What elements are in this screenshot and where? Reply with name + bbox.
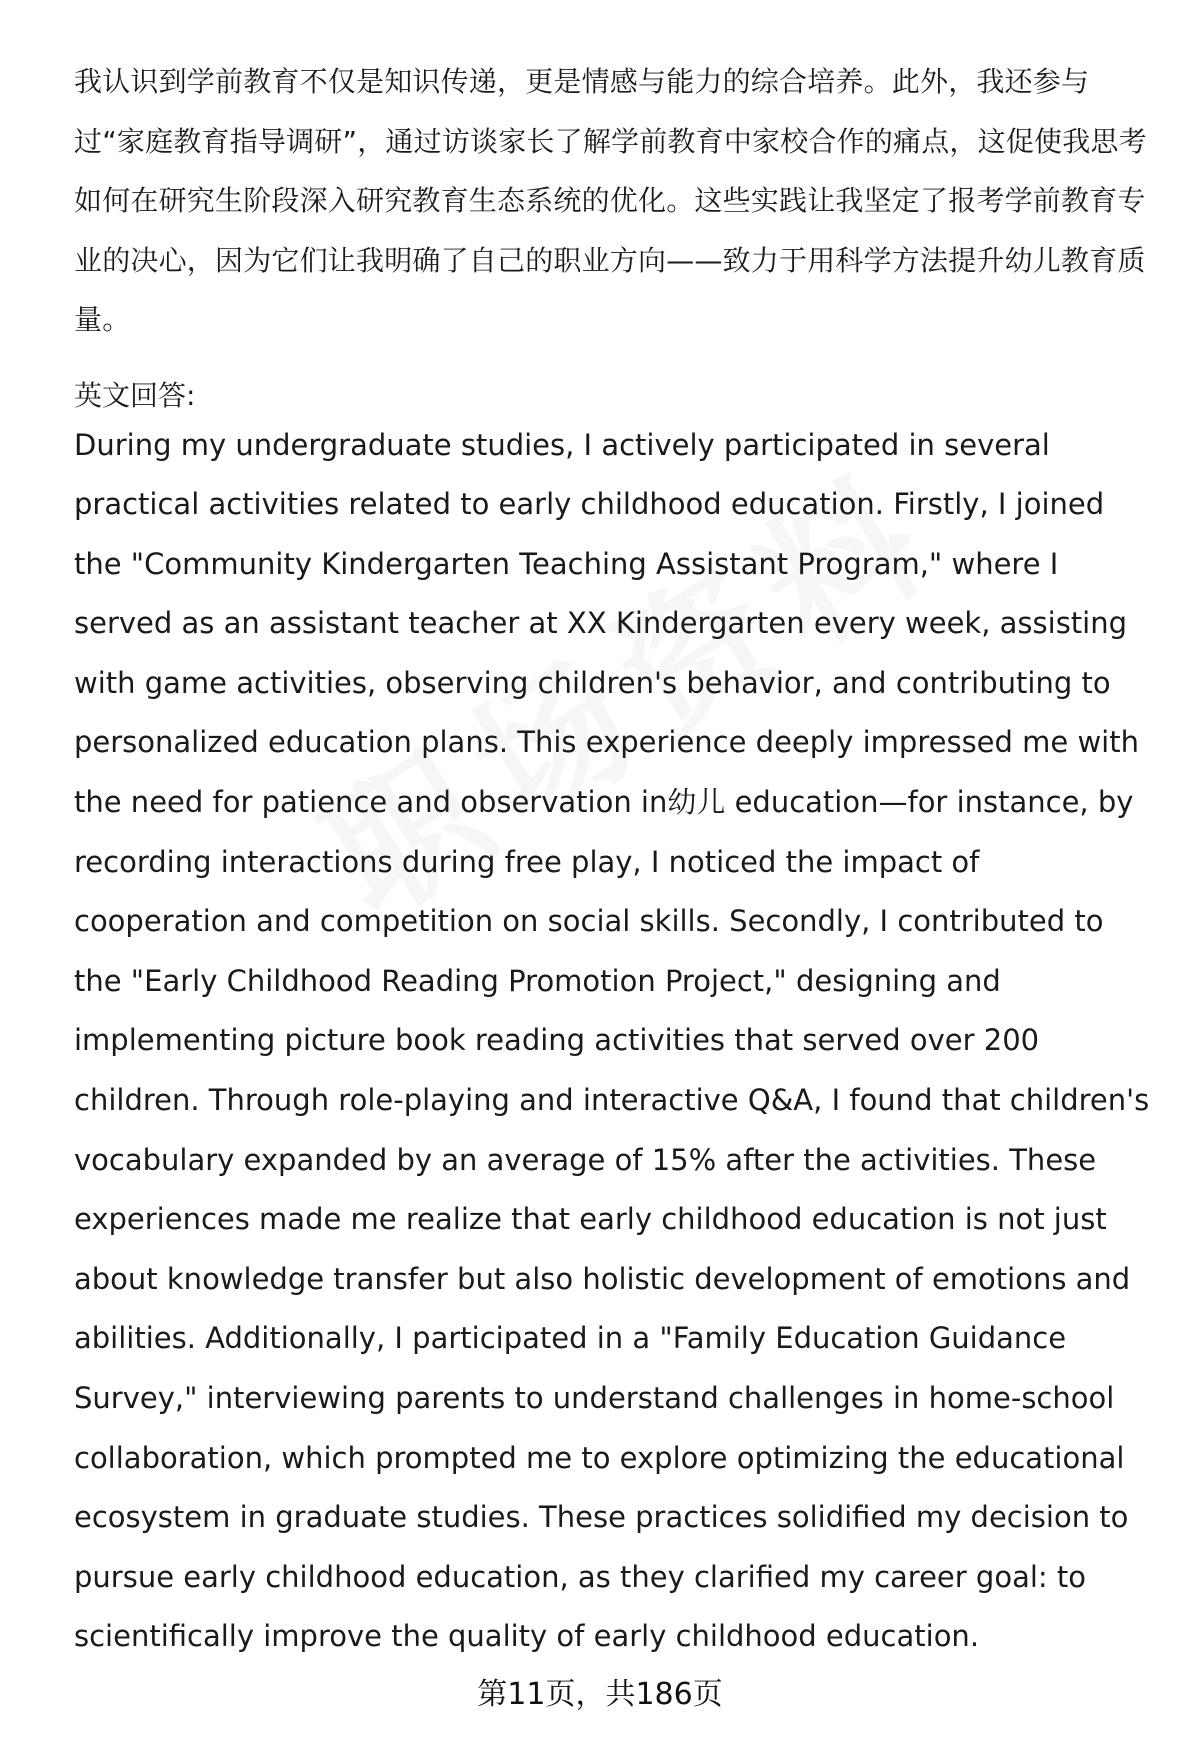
english-answer-paragraph: During my undergraduate studies, I actively participated in several practical activities related to early childhood education. Firstly, I joined the "Community Kindergarten Teaching Assistant Program," where I served as an assistant teacher at XX Kindergarten every week, assisting with game activities, observing children's behavior, and contributing to personalized education plans. This experience deeply impressed me with the need for patience and observation in幼儿 education—for instance, by recording interactions during free play, I noticed the impact of cooperation and competition on social skills. Secondly, I contributed to the "Early Childhood Reading Promotion Project," designing and implementing picture book reading activities that served over 200 children. Through role-playing and interactive Q&A, I found that children's vocabulary expanded by an average of 15% after the activities. These experiences made me realize that early childhood education is not just about knowledge transfer but also holistic development of emotions and abilities. Additionally, I participated in a "Family Education Guidance Survey," interviewing parents to understand challenges in home-school collaboration, which prompted me to explore optimizing the educational ecosystem in graduate studies. These practices solidified my decision to pursue early childhood education, as they clarified my career goal: to scientifically improve the quality of early childhood education.: [74, 427, 1150, 1654]
english-answer-label: 英文回答:: [74, 378, 196, 412]
chinese-answer-paragraph: 我认识到学前教育不仅是知识传递，更是情感与能力的综合培养。此外，我还参与过“家庭教育指导调研”，通过访谈家长了解学前教育中家校合作的痛点，这促使我思考如何在研究生阶段深入研究教育生态系统的优化。这些实践让我坚定了报考学前教育专业的决心，因为它们让我明确了自己的职业方向——致力于用科学方法提升幼儿教育质量。: [74, 65, 1147, 336]
document-body: [74, 52, 1154, 1667]
page-number-footer: 第11页，共186页: [477, 1677, 723, 1712]
